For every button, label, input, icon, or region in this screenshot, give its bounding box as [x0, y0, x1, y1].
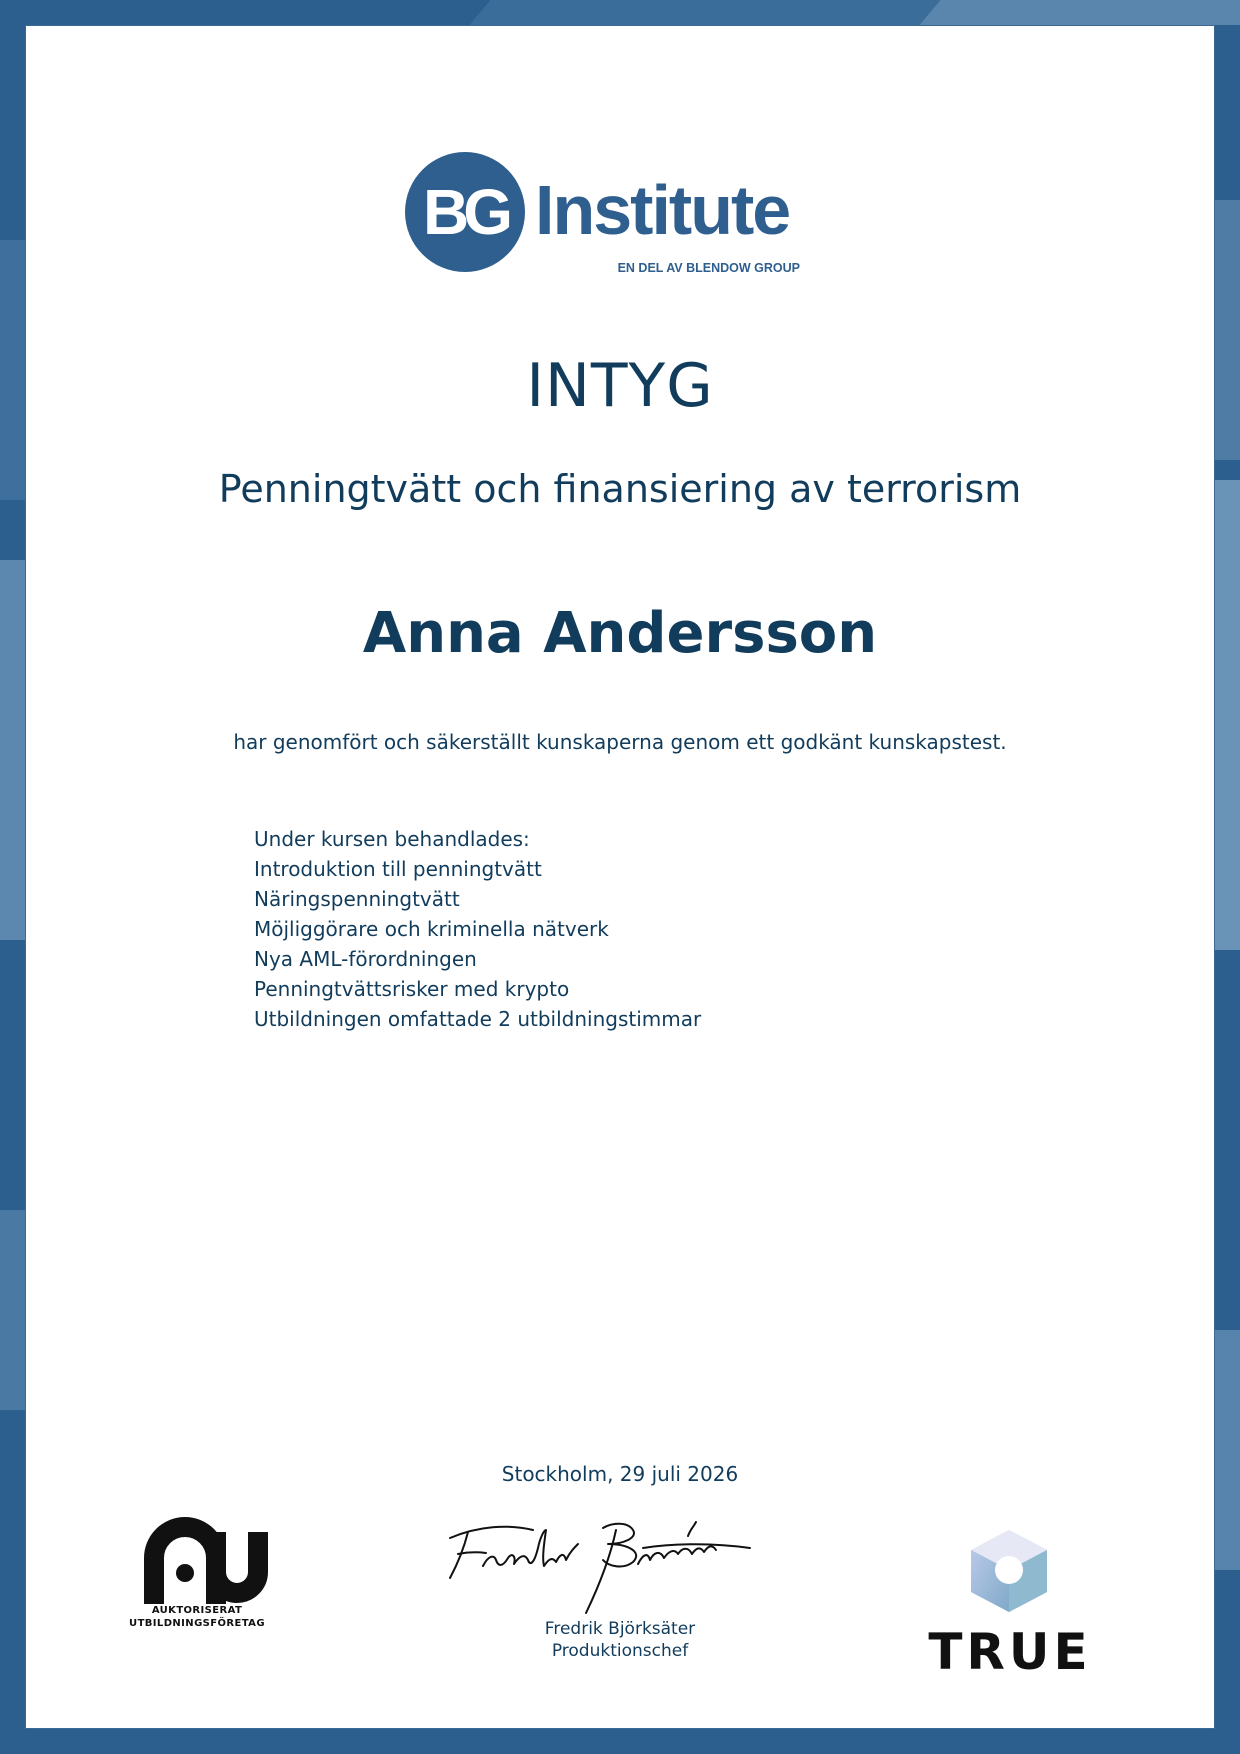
- logo-tagline: EN DEL AV BLENDOW GROUP: [617, 261, 800, 275]
- logo-monogram: BG: [423, 176, 507, 248]
- topic-list: [254, 824, 954, 1034]
- completion-statement: har genomfört och säkerställt kunskaperna genom ett godkänt kunskapstest.: [233, 730, 1007, 754]
- certificate-title: INTYG: [526, 351, 714, 421]
- topic-item: Penningtvättsrisker med krypto: [254, 977, 570, 1001]
- training-hours: Utbildningen omfattade 2 utbildningstimmar: [254, 1007, 702, 1031]
- course-name: Penningtvätt och finansiering av terrorism: [218, 467, 1022, 511]
- place-and-date: Stockholm, 29 juli 2026: [501, 1462, 739, 1486]
- topic-item: Introduktion till penningtvätt: [254, 857, 542, 881]
- au-caption-line: AUKTORISERAT: [151, 1605, 243, 1616]
- au-caption-line: UTBILDNINGSFÖRETAG: [129, 1618, 265, 1629]
- logo-wordmark: Institute: [535, 171, 790, 249]
- bg-institute-logo: [405, 142, 805, 282]
- signer-title: Produktionschef: [551, 1641, 689, 1661]
- topic-item: Näringspenningtvätt: [254, 887, 460, 911]
- true-logo-text: TRUE: [928, 1623, 1092, 1681]
- recipient-name: Anna Andersson: [362, 601, 878, 666]
- topic-item: Nya AML-förordningen: [254, 947, 477, 971]
- au-logo-icon: [120, 1500, 275, 1660]
- au-caption: [92, 1604, 302, 1630]
- handwritten-signature: [438, 1508, 758, 1618]
- topic-heading: Under kursen behandlades:: [254, 827, 530, 851]
- topic-item: Möjliggörare och kriminella nätverk: [254, 917, 609, 941]
- signer-name: Fredrik Björksäter: [544, 1619, 696, 1639]
